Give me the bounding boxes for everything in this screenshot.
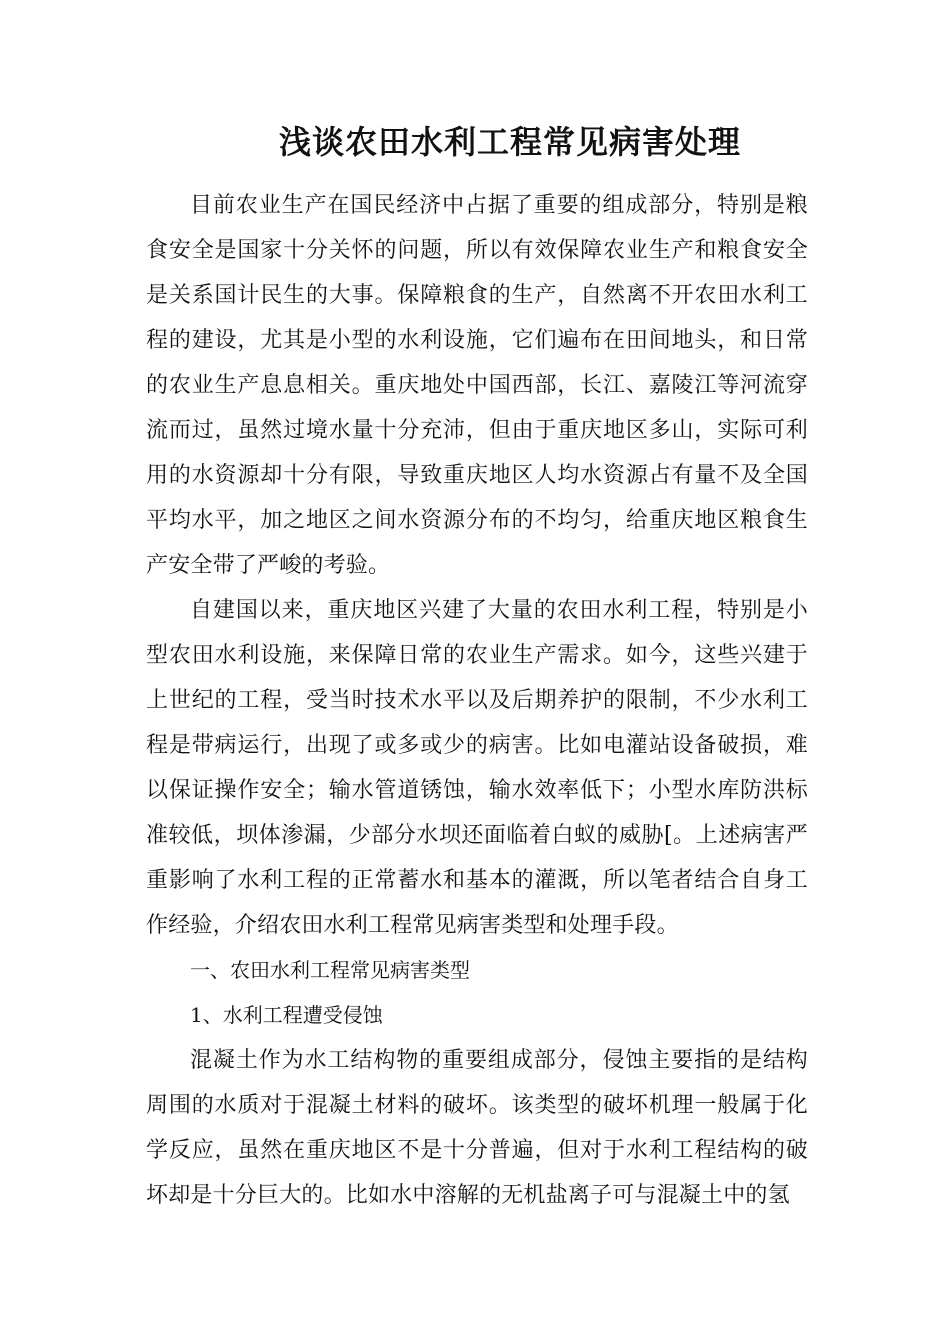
subsection-heading: 1、水利工程遭受侵蚀 bbox=[190, 1003, 383, 1027]
section-heading: 一、农田水利工程常见病害类型 bbox=[190, 958, 470, 982]
paragraph-erosion: 混凝土作为水工结构物的重要组成部分，侵蚀主要指的是结构周围的水质对于混凝土材料的破坏。该类型的破坏机理一般属于化学反应，虽然在重庆地区不是十分普遍，但对于水利工程结构的破坏却是十分巨大的。比如水中溶解的无机盐离子可与混凝土中的氢 bbox=[146, 1048, 808, 1208]
document-body bbox=[146, 183, 808, 1218]
paragraph-history: 自建国以来，重庆地区兴建了大量的农田水利工程，特别是小型农田水利设施，来保障日常的农业生产需求。如今，这些兴建于上世纪的工程，受当时技术水平以及后期养护的限制，不少水利工程是带病运行，出现了或多或少的病害。比如电灌站设备破损，难以保证操作安全；输水管道锈蚀，输水效率低下；小型水库防洪标准较低，坝体渗漏，少部分水坝还面临着白蚁的威胁[。上述病害严重影响了水利工程的正常蓄水和基本的灌溉，所以笔者结合自身工作经验，介绍农田水利工程常见病害类型和处理手段。 bbox=[146, 598, 808, 938]
document-title: 浅谈农田水利工程常见病害处理 bbox=[278, 123, 741, 161]
paragraph-intro: 目前农业生产在国民经济中占据了重要的组成部分，特别是粮食安全是国家十分关怀的问题，所以有效保障农业生产和粮食安全是关系国计民生的大事。保障粮食的生产，自然离不开农田水利工程的建设，尤其是小型的水利设施，它们遍布在田间地头，和日常的农业生产息息相关。重庆地处中国西部，长江、嘉陵江等河流穿流而过，虽然过境水量十分充沛，但由于重庆地区多山，实际可利用的水资源却十分有限，导致重庆地区人均水资源占有量不及全国平均水平，加之地区之间水资源分布的不均匀，给重庆地区粮食生产安全带了严峻的考验。 bbox=[146, 193, 808, 578]
